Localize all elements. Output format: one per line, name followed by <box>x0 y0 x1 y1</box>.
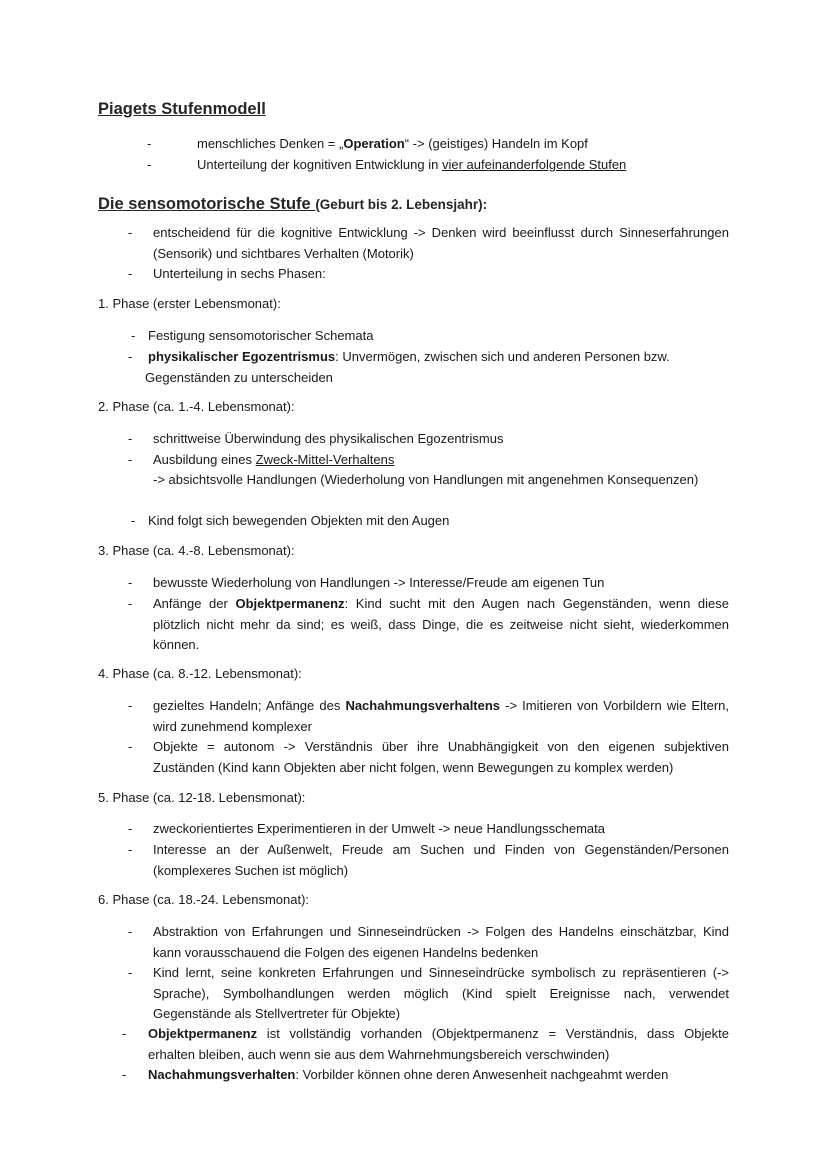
section-bullet-entscheidend: entscheidend für die kognitive Entwicklung -> Denken wird beeinflusst durch Sinneserfahrungen (Sensorik) und sichtbares Verhalten (Motorik) <box>153 225 729 261</box>
bullet-dash: - <box>131 513 136 528</box>
phase-2-title: 2. Phase (ca. 1.-4. Lebensmonat): <box>98 399 295 414</box>
phase-3-bullet-1: bewusste Wiederholung von Handlungen -> Interesse/Freude am eigenen Tun <box>153 575 605 590</box>
bullet-dash: - <box>128 842 133 857</box>
phase-4-bullet-2: Objekte = autonom -> Verständnis über ihre Unabhängigkeit von den eigenen subjektiven Zuständen (Kind kann Objekten aber nicht folgen, wenn Bewegungen zu komplex werden) <box>153 739 729 775</box>
phase-5-bullet-2: Interesse an der Außenwelt, Freude am Suchen und Finden von Gegenständen/Personen (komplexeres Suchen ist möglich) <box>153 842 729 878</box>
bullet-dash: - <box>128 225 133 240</box>
phase-5-bullet-1: zweckorientiertes Experimentieren in der Umwelt -> neue Handlungsschemata <box>153 821 605 836</box>
bullet-dash: - <box>128 924 133 939</box>
section-heading: Die sensomotorische Stufe (Geburt bis 2. Lebensjahr): <box>98 195 488 213</box>
bullet-dash: - <box>128 821 133 836</box>
phase-2-bullet-3: Kind folgt sich bewegenden Objekten mit den Augen <box>148 513 450 528</box>
phase-4-title: 4. Phase (ca. 8.-12. Lebensmonat): <box>98 666 302 681</box>
phase-6-bullet-2: Kind lernt, seine konkreten Erfahrungen und Sinneseindrücke symbolisch zu repräsentieren (-> Sprache), Symbolhandlungen werden möglich (Kind spielt Ereignisse nach, verwendet Gegenstände als Stellvertreter für Objekte) <box>153 965 729 1021</box>
phase-6-title: 6. Phase (ca. 18.-24. Lebensmonat): <box>98 892 310 907</box>
phase-2-bullet-2: Ausbildung eines Zweck-Mittel-Verhaltens <box>153 452 395 467</box>
bullet-dash: - <box>128 698 133 713</box>
phase-2-bullet-2-continuation: -> absichtsvolle Handlungen (Wiederholung von Handlungen mit angenehmen Konsequenzen) <box>153 472 699 487</box>
bullet-dash: - <box>128 575 133 590</box>
bullet-dash: - <box>147 157 152 172</box>
phase-2-bullet-1: schrittweise Überwindung des physikalischen Egozentrismus <box>153 431 504 446</box>
phase-4-bullet-1: gezieltes Handeln; Anfänge des Nachahmungsverhaltens -> Imitieren von Vorbildern wie Eltern, wird zunehmend komplexer <box>153 698 729 734</box>
bullet-dash: - <box>128 965 133 980</box>
bullet-dash: - <box>128 266 133 281</box>
bullet-dash: - <box>128 596 133 611</box>
phase-6-bullet-4: Nachahmungsverhalten: Vorbilder können ohne deren Anwesenheit nachgeahmt werden <box>148 1067 669 1082</box>
bullet-dash: - <box>128 452 133 467</box>
bullet-dash: - <box>128 739 133 754</box>
bullet-dash: - <box>128 349 133 364</box>
document-title: Piagets Stufenmodell <box>98 100 266 118</box>
section-bullet-phasen: Unterteilung in sechs Phasen: <box>153 266 326 281</box>
phase-6-bullet-3: Objektpermanenz ist vollständig vorhanden (Objektpermanenz = Verständnis, dass Objekte erhalten bleiben, auch wenn sie aus dem Wahrnehmungsbereich verschwinden) <box>148 1026 729 1062</box>
bullet-dash: - <box>128 431 133 446</box>
bullet-dash: - <box>122 1067 127 1082</box>
phase-1-title: 1. Phase (erster Lebensmonat): <box>98 296 281 311</box>
phase-3-bullet-2: Anfänge der Objektpermanenz: Kind sucht mit den Augen nach Gegenständen, wenn diese plötzlich nicht mehr da sind; es weiß, dass Dinge, die es zeitweise nicht sieht, wiederkommen können. <box>153 596 729 652</box>
phase-6-bullet-1: Abstraktion von Erfahrungen und Sinneseindrücken -> Folgen des Handelns einschätzbar, Kind kann vorausschauend die Folgen des eigenen Handelns bedenken <box>153 924 729 960</box>
bullet-dash: - <box>122 1026 127 1041</box>
phase-3-title: 3. Phase (ca. 4.-8. Lebensmonat): <box>98 543 295 558</box>
intro-item-operation: menschliches Denken = „Operation“ -> (geistiges) Handeln im Kopf <box>197 136 588 151</box>
intro-item-stufen: Unterteilung der kognitiven Entwicklung in vier aufeinanderfolgende Stufen <box>197 157 627 172</box>
phase-1-bullet-2: physikalischer Egozentrismus: Unvermögen, zwischen sich und anderen Personen bzw. Gegenständen zu unterscheiden <box>145 349 670 385</box>
phase-5-title: 5. Phase (ca. 12-18. Lebensmonat): <box>98 790 306 805</box>
bullet-dash: - <box>131 328 136 343</box>
bullet-dash: - <box>147 136 152 151</box>
phase-1-bullet-1: Festigung sensomotorischer Schemata <box>148 328 374 343</box>
